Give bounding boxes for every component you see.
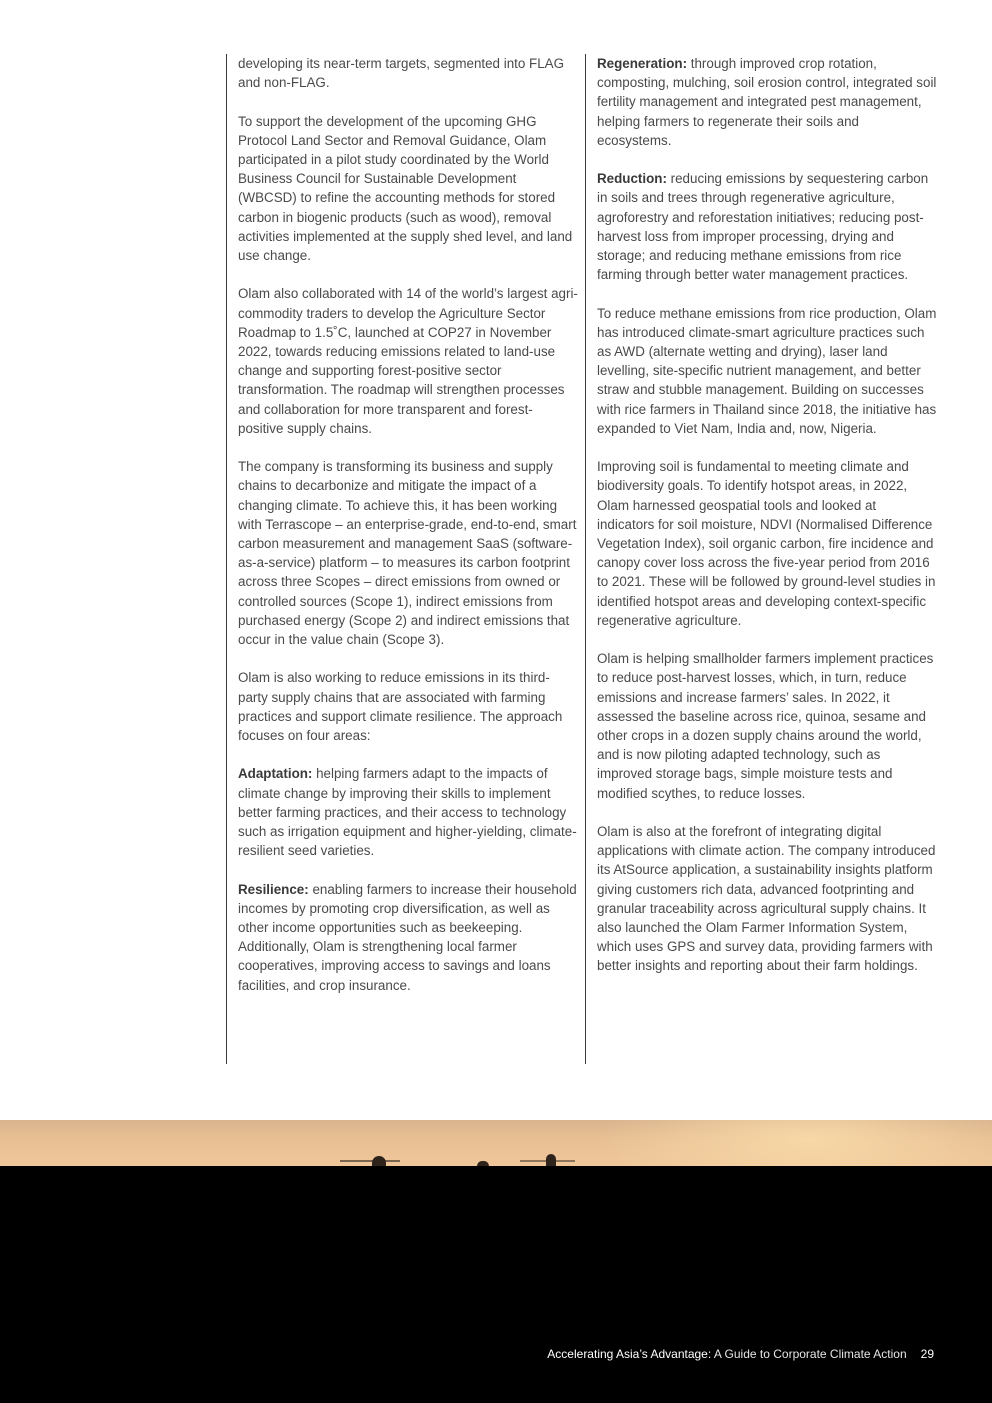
paragraph-regeneration: Regeneration: through improved crop rotation, composting, mulching, soil erosion control, integrated soil fertility management and integrated pest management, helping farmers to regenerate their soils and ecosystems.	[597, 56, 937, 148]
paragraph: To support the development of the upcoming GHG Protocol Land Sector and Removal Guidance, Olam participated in a pilot study coordinated by the World Business Council for Sustainable Development (WBCSD) to refine the accounting methods for stored carbon in biogenic products (such as wood), removal activities implemented at the supply shed level, and land use change.	[238, 113, 573, 264]
report-subtitle: A Guide to Corporate Climate Action	[711, 1347, 907, 1361]
paragraph: developing its near-term targets, segmented into FLAG and non-FLAG.	[238, 56, 565, 91]
paragraph: Improving soil is fundamental to meeting climate and biodiversity goals. To identify hotspot areas, in 2022, Olam harnessed geospatial tools and looked at indicators for soil moisture, NDVI (Normalised Difference Vegetation Index), soil organic carbon, fire incidence and canopy cover loss across the five-year period from 2016 to 2021. These will be followed by ground-level studies in identified hotspot areas and developing context-specific regenerative agriculture.	[597, 459, 936, 628]
paragraph: Olam also collaborated with 14 of the world’s largest agri-commodity traders to develop the Agriculture Sector Roadmap to 1.5˚C, launched at COP27 in November 2022, towards reducing emissions related to land-use change and supporting forest-positive sector transformation. The roadmap will strengthen processes and collaboration for more transparent and forest-positive supply chains.	[238, 286, 578, 436]
paragraph: Olam is also at the forefront of integrating digital applications with climate action. The company introduced its AtSource application, a sustainability insights platform giving customers rich data, advanced footprinting and granular traceability across agricultural supply chains. It also launched the Olam Farmer Information System, which uses GPS and survey data, providing farmers with better insights and reporting about their farm holdings.	[597, 824, 936, 974]
paragraph: Olam is also working to reduce emissions in its third-party supply chains that are associated with farming practices and support climate resilience. The approach focuses on four areas:	[238, 670, 563, 744]
report-title: Accelerating Asia’s Advantage:	[547, 1347, 712, 1361]
paragraph: The company is transforming its business and supply chains to decarbonize and mitigate the impact of a changing climate. To achieve this, it has been working with Terrascope – an enterprise-grade, end-to-end, smart carbon measurement and management SaaS (software-as-a-service) platform – to measures its carbon footprint across three Scopes – direct emissions from owned or controlled sources (Scope 1), indirect emissions from purchased energy (Scope 2) and indirect emissions that occur in the value chain (Scope 3).	[238, 459, 577, 648]
tree-silhouette	[340, 1160, 400, 1162]
sunset-field-photo	[0, 1120, 992, 1166]
footer	[547, 1347, 934, 1361]
right-column	[585, 54, 937, 1064]
paragraph: To reduce methane emissions from rice production, Olam has introduced climate-smart agriculture practices such as AWD (alternate wetting and drying), laser land levelling, site-specific nutrient management, and better straw and stubble management. Building on successes with rice farmers in Thailand since 2018, the initiative has expanded to Viet Nam, India and, now, Nigeria.	[597, 305, 937, 436]
paragraph-resilience: Resilience: enabling farmers to increase their household incomes by promoting crop diversification, as well as other income opportunities such as beekeeping. Additionally, Olam is strengthening local farmer cooperatives, improving access to savings and loans facilities, and crop insurance.	[238, 881, 577, 993]
sun-glow	[600, 1120, 992, 1166]
paragraph-adaptation: Adaptation: helping farmers adapt to the impacts of climate change by improving their skills to implement better farming practices, and their access to technology such as irrigation equipment and higher-yielding, climate-resilient seed varieties.	[238, 766, 577, 859]
left-column	[226, 54, 578, 1064]
paragraph: Olam is helping smallholder farmers implement practices to reduce post-harvest losses, which, in turn, reduce emissions and increase farmers’ sales. In 2022, it assessed the baseline across rice, quinoa, sesame and other crops in a dozen supply chains around the world, and is now piloting adapted technology, such as improved storage bags, simple moisture tests and modified scythes, to reduce losses.	[597, 651, 934, 801]
tree-silhouette	[520, 1160, 575, 1162]
page-number: 29	[920, 1347, 934, 1361]
footer-band	[0, 1166, 992, 1403]
paragraph-reduction: Reduction: reducing emissions by sequestering carbon in soils and trees through regenerative agriculture, agroforestry and reforestation initiatives; reducing post-harvest loss from improper processing, drying and storage; and reducing methane emissions from rice farming through better water management practices.	[597, 171, 929, 283]
